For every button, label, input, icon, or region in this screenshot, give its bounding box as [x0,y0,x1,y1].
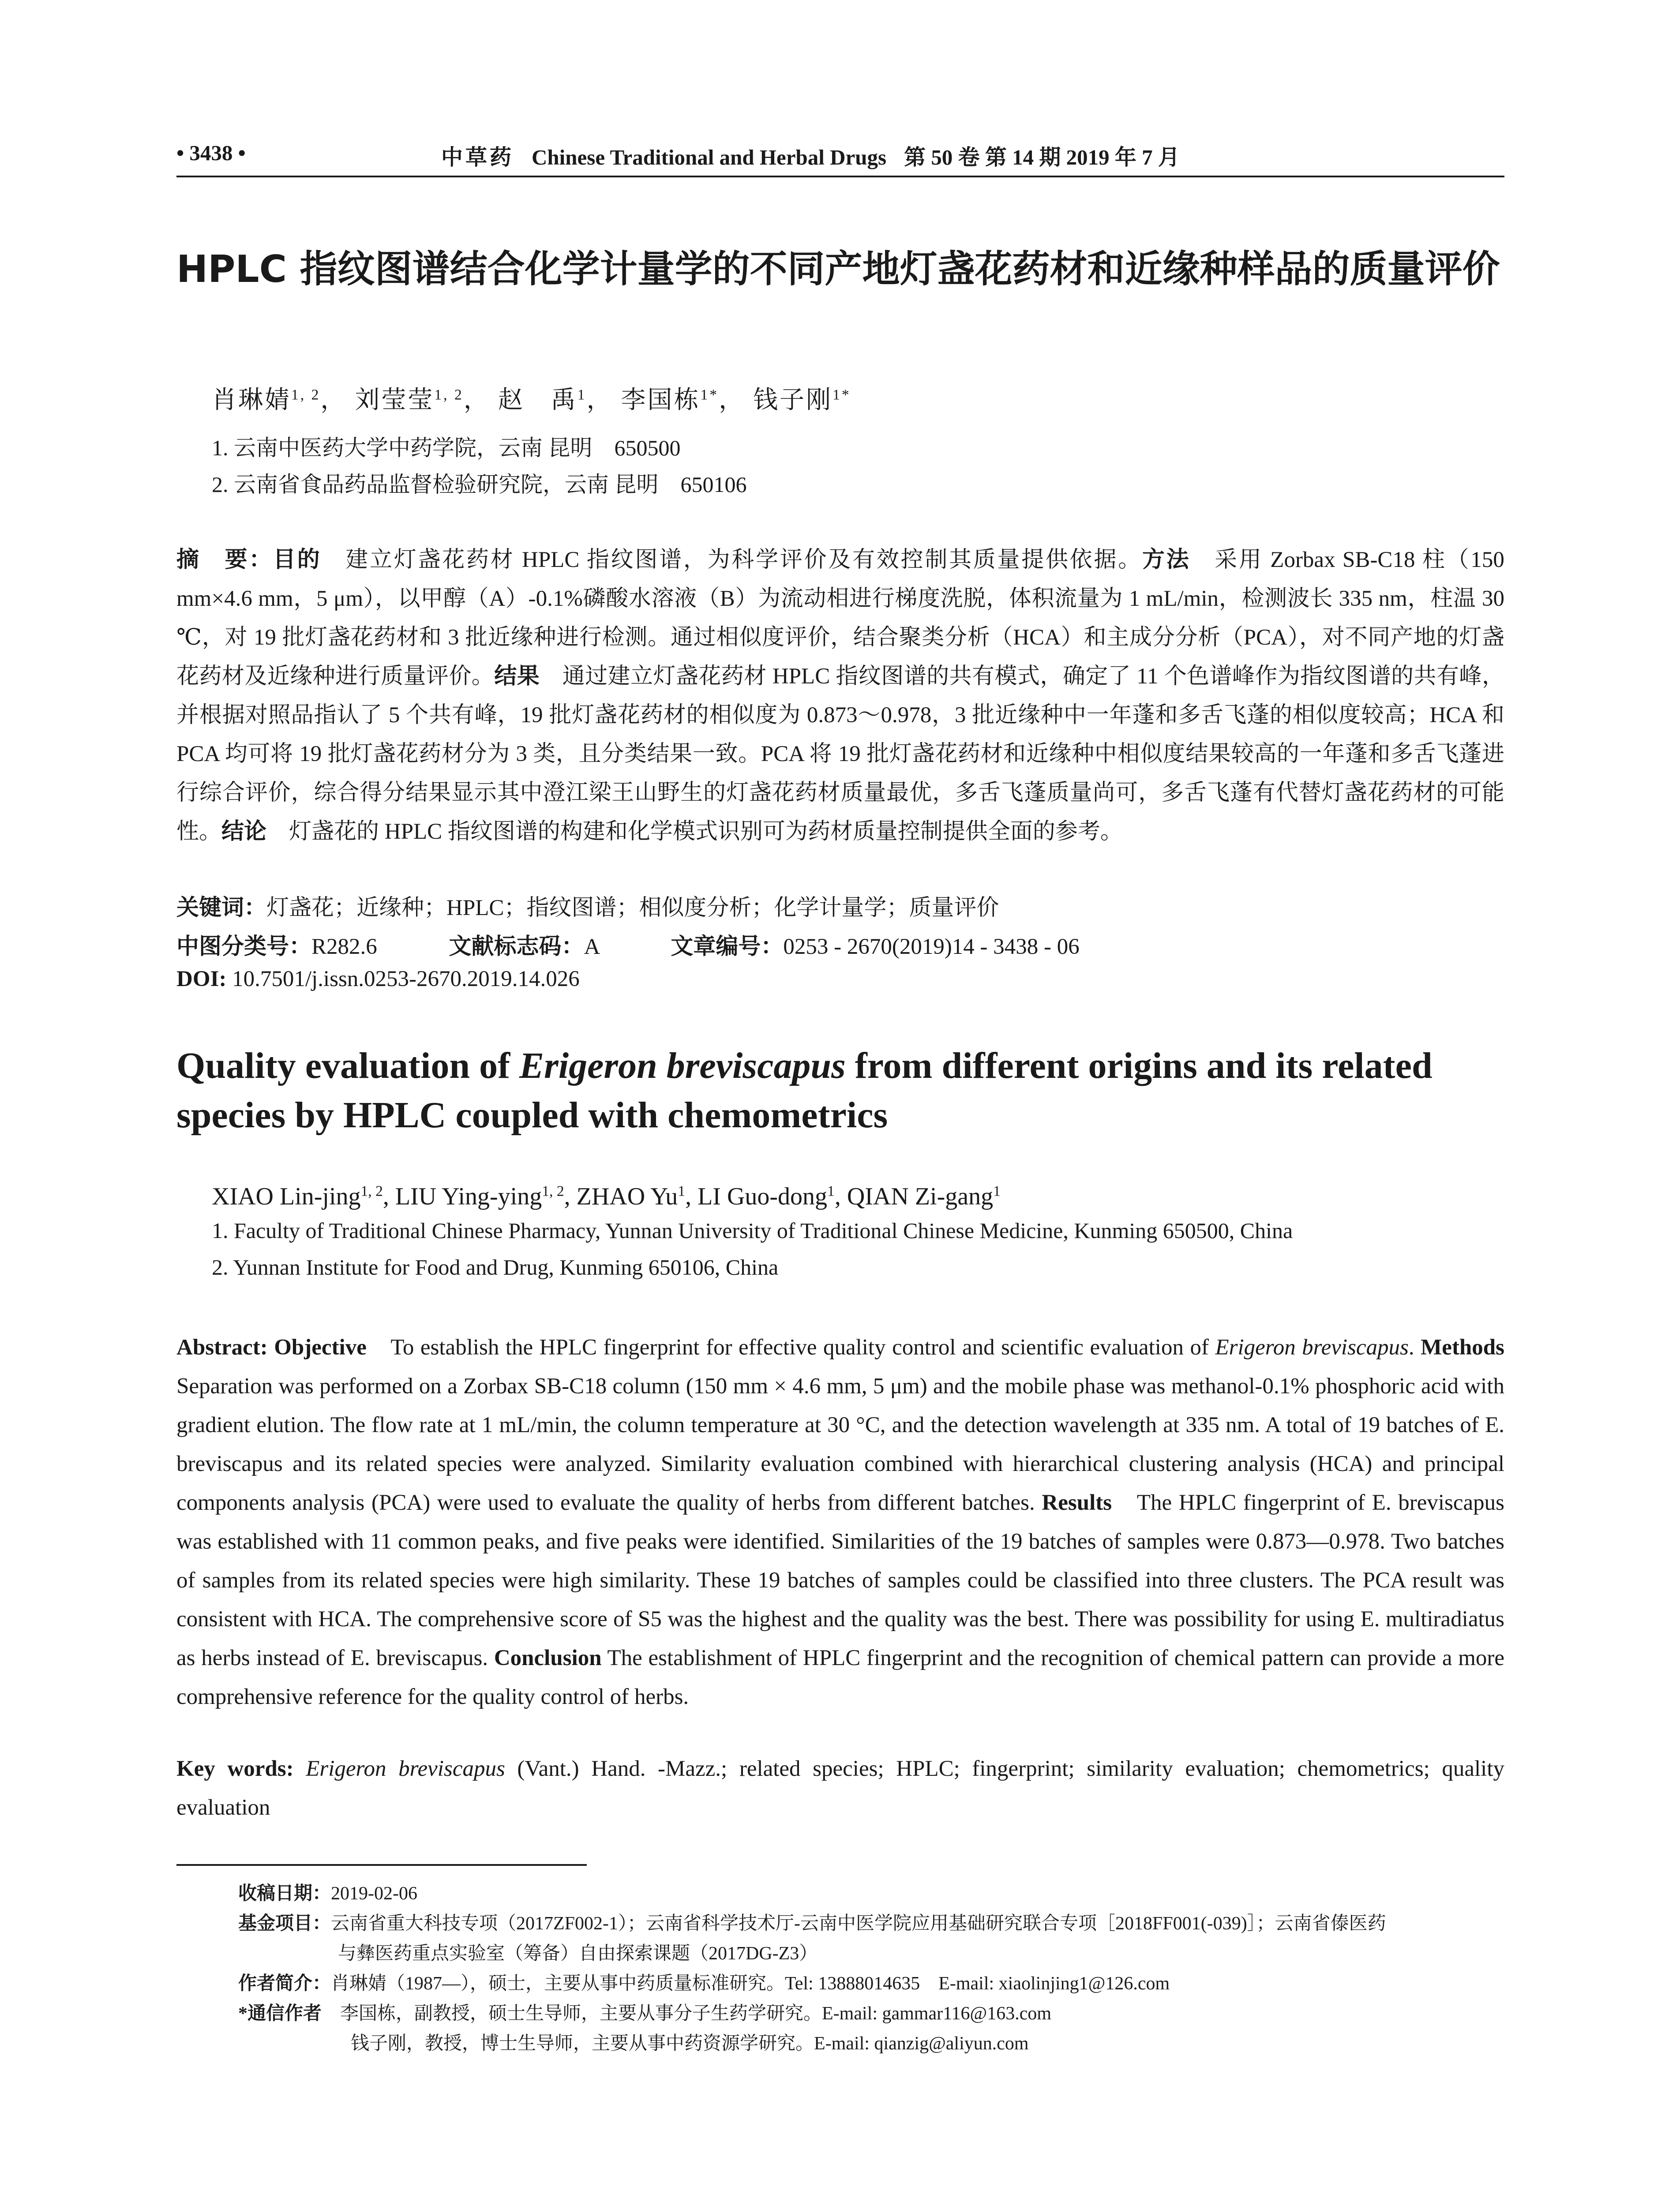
keywords-text-en: (Vant.) Hand. -Mazz.; related species; HPLC; fingerprint; similarity evaluation; chemometrics; quality evaluation [176,1756,1505,1820]
received-date: 2019-02-06 [331,1883,417,1904]
objective-cn: 建立灯盏花药材 HPLC 指纹图谱，为科学评价及有效控制其质量提供依据。 [345,548,1143,572]
keywords-label-cn: 关键词： [176,896,267,920]
clc-label: 中图分类号： [176,934,312,959]
abstract-label-en: Abstract: Objective [176,1335,367,1360]
author-cn: 肖琳婧 [212,386,291,414]
header-rule [176,176,1504,177]
results-label-cn: 结果 [494,664,540,689]
classification-line [176,928,1080,960]
objective-species-en: Erigeron breviscapus [1215,1335,1409,1360]
fund-label: 基金项目： [238,1913,331,1934]
affiliation-cn-2: 2. 云南省食品药品监督检验研究院，云南 昆明 650106 [212,472,747,497]
methods-label-cn: 方法 [1142,548,1191,572]
footnote-received [238,1879,417,1909]
title-en-species: Erigeron breviscapus [519,1045,846,1086]
author-affil-mark: 1 [678,1183,686,1200]
author-en: QIAN Zi-gang [847,1183,994,1210]
keywords-label-en: Key words: [176,1756,294,1781]
corresponding-author-1: 李国栋，副教授，硕士生导师，主要从事分子生药学研究。E-mail: gammar116@163.com [340,2003,1052,2024]
article-number-label: 文章编号： [671,934,784,959]
author-cn: 李国栋 [621,386,701,414]
abstract-cn [176,540,1504,851]
journal-name-en: Chinese Traditional and Herbal Drugs [532,145,887,169]
author-cn: 钱子刚 [753,386,833,414]
title-cn: HPLC 指纹图谱结合化学计量学的不同产地灯盏花药材和近缘种样品的质量评价 [176,248,1500,291]
doc-code-label: 文献标志码： [449,934,584,959]
author-affil-mark: 1* [832,386,851,403]
corresponding-label: *通信作者 [238,2003,322,2024]
author-affil-mark: 1 [993,1183,1001,1200]
authors-en: XIAO Lin-jing$^{1, 2}$, LIU Ying-ying$^{1, 2}$, ZHAO Yu$^1$, LI Guo-dong$^1$, QIAN Zi-gang$^1$ [212,1183,1001,1210]
author-bio-label: 作者简介： [238,1973,331,1994]
keywords-cn [176,889,999,922]
author-cn: 赵 禹 [498,386,578,414]
affiliation-en-1: 1. Faculty of Traditional Chinese Pharmacy, Yunnan University of Traditional Chinese Medicine, Kunming 650500, China [212,1218,1293,1243]
results-en: The HPLC fingerprint of E. breviscapus was established with 11 common peaks, and five peaks were identified. Similarities of the 19 batches of samples were 0.873—0.978. Two batches of samples from its related species were high similarity. These 19 batches of samples could be classified into three clusters. The PCA result was consistent with HCA. The comprehensive score of S5 was the highest and the quality was the best. There was possibility for using E. multiradiatus as herbs instead of E. breviscapus. [176,1490,1505,1670]
doc-code-value: A [584,934,599,959]
conclusion-cn: 灯盏花的 HPLC 指纹图谱的构建和化学模式识别可为药材质量控制提供全面的参考。 [289,819,1123,844]
abstract-label-cn: 摘 要： [176,548,273,572]
doi-line [176,966,580,992]
authors-cn: 肖琳婧$^{1, 2}$， 刘莹莹$^{1, 2}$， 赵 禹$^1$， 李国栋$^{1*}$， 钱子刚$^{1*}$ [212,386,851,414]
keywords-species-en: Erigeron breviscapus [306,1756,505,1781]
journal-name [441,140,1180,171]
corresponding-author-2: 钱子刚，教授，博士生导师，主要从事中药资源学研究。E-mail: qianzig@aliyun.com [351,2033,1029,2054]
page-number: • 3438 • [176,141,246,165]
author-affil-mark: 1* [700,386,719,403]
article-number-value: 0253 - 2670(2019)14 - 3438 - 06 [783,934,1080,959]
author-en: XIAO Lin-jing [212,1183,361,1210]
author-en: LI Guo-dong [698,1183,828,1210]
footnote-author [238,1969,1170,1999]
fund-line-1: 云南省重大科技专项（2017ZF002-1）；云南省科学技术厅-云南中医学院应用基础研究联合专项［2018FF001(-039)］；云南省傣医药 [331,1913,1386,1934]
keywords-en [176,1749,1504,1827]
running-header [176,140,1504,176]
author-cn: 刘莹莹 [355,386,435,414]
author-affil-mark: 1 [827,1183,835,1200]
footnote-fund [238,1909,1386,1939]
clc-value: R282.6 [311,934,377,959]
author-affil-mark: 1 [577,386,587,403]
title-en-part: Quality evaluation of [176,1045,520,1086]
doi-value: 10.7501/j.issn.0253-2670.2019.14.026 [232,967,580,991]
objective-en: To establish the HPLC fingerprint for effective quality control and scientific evaluation of [390,1335,1215,1360]
affiliation-cn-1: 1. 云南中医药大学中药学院，云南 昆明 650500 [212,435,681,460]
volume-issue: 第 50 卷 第 14 期 2019 年 7 月 [904,145,1180,169]
author-affil-mark: 1, 2 [291,386,321,403]
journal-name-cn: 中草药 [441,144,514,170]
footnote-rule [176,1864,587,1866]
abstract-en: Abstract: Objective To establish the HPLC fingerprint for effective quality control and scientific evaluation of Erigeron breviscapus. Methods Separation was performed on a Zorbax SB-C18 column (150 mm × 4.6 mm, 5 μm) and the mobile phase was methanol-0.1% phosphoric acid with gradient elution. The flow rate at 1 mL/min, the column temperature at 30 °C, and the detection wavelength at 335 nm. A total of 19 batches of E. breviscapus and its related species were analyzed. Similarity evaluation combined with hierarchical clustering analysis (HCA) and principal components analysis (PCA) were used to evaluate the quality of herbs from different batches. Results The HPLC fingerprint of E. breviscapus was established with 11 common peaks, and five peaks were identified. Similarities of the 19 batches of samples were 0.873—0.978. Two batches of samples from its related species were high similarity. These 19 batches of samples could be classified into three clusters. The PCA result was consistent with HCA. The comprehensive score of S5 was the highest and the quality was the best. There was possibility for using E. multiradiatus as herbs instead of E. breviscapus. Conclusion The establishment of HPLC fingerprint and the recognition of chemical pattern can provide a more comprehensive reference for the quality control of herbs. [176,1335,1505,1709]
methods-cn: 采用 Zorbax SB-C18 柱（150 mm×4.6 mm，5 μm），以甲醇（A）-0.1%磷酸水溶液（B）为流动相进行梯度洗脱，体积流量为 1 mL/min，检测波长 335 nm，柱温 30 ℃，对 19 批灯盏花药材和 3 批近缘种进行检测。通过相似度评价，结合聚类分析（HCA）和主成分分析（PCA），对不同产地的灯盏花药材及近缘种进行质量评价。 [176,548,1504,689]
author-en: ZHAO Yu [576,1183,678,1210]
conclusion-en: The establishment of HPLC fingerprint and the recognition of chemical pattern can provide a more comprehensive reference for the quality control of herbs. [176,1646,1504,1709]
title-en [176,1041,1509,1140]
author-bio: 肖琳婧（1987—），硕士，主要从事中药质量标准研究。Tel: 13888014635 E-mail: xiaolinjing1@126.com [331,1973,1170,1994]
footnote-fund-cont: 与彝医药重点实验室（筹备）自由探索课题（2017DG-Z3） [338,1943,818,1964]
affiliation-en-2: 2. Yunnan Institute for Food and Drug, Kunming 650106, China [212,1255,779,1279]
methods-en: Separation was performed on a Zorbax SB-C18 column (150 mm × 4.6 mm, 5 μm) and the mobile phase was methanol-0.1% phosphoric acid with gradient elution. The flow rate at 1 mL/min, the column temperature at 30 °C, and the detection wavelength at 335 nm. A total of 19 batches of E. breviscapus and its related species were analyzed. Similarity evaluation combined with hierarchical clustering analysis (HCA) and principal components analysis (PCA) were used to evaluate the quality of herbs from different batches. [176,1374,1504,1515]
author-affil-mark: 1, 2 [434,386,464,403]
conclusion-label-en: Conclusion [494,1646,602,1670]
received-label: 收稿日期： [238,1883,331,1904]
author-affil-mark: 1, 2 [360,1183,383,1200]
results-cn: 通过建立灯盏花药材 HPLC 指纹图谱的共有模式，确定了 11 个色谱峰作为指纹图谱的共有峰，并根据对照品指认了 5 个共有峰，19 批灯盏花药材的相似度为 0.873～0.978，3 批近缘种中一年蓬和多舌飞蓬的相似度较高；HCA 和 PCA 均可将 19 批灯盏花药材分为 3 类，且分类结果一致。PCA 将 19 批灯盏花药材和近缘种中相似度结果较高的一年蓬和多舌飞蓬进行综合评价，综合得分结果显示其中澄江梁王山野生的灯盏花药材质量最优，多舌飞蓬质量尚可，多舌飞蓬有代替灯盏花药材的可能性。 [176,664,1504,844]
doi-label: DOI: [176,967,227,991]
keywords-text-cn: 灯盏花；近缘种；HPLC；指纹图谱；相似度分析；化学计量学；质量评价 [266,896,999,920]
methods-label-en: Methods [1421,1335,1505,1360]
author-affil-mark: 1, 2 [542,1183,564,1200]
title-en-part: from different origins and its related species by HPLC coupled with chemometrics [176,1045,1432,1136]
author-en: LIU Ying-ying [395,1183,542,1210]
results-label-en: Results [1042,1490,1112,1515]
footnote-corresponding [238,1999,1051,2029]
conclusion-label-cn: 结论 [221,819,267,844]
objective-label-cn: 目的 [273,548,322,572]
